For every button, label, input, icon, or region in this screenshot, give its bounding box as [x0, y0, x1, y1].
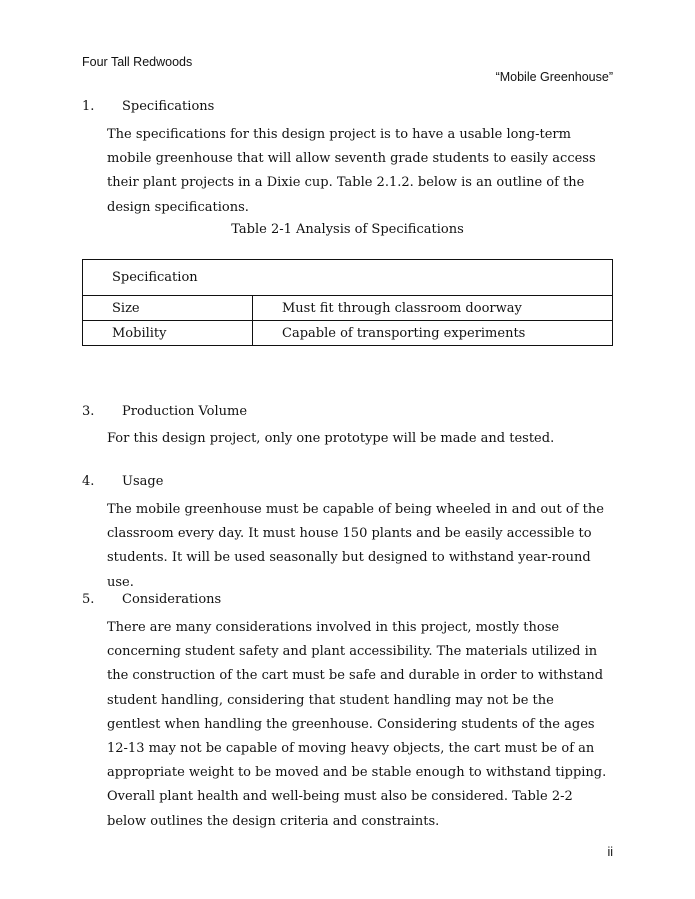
section-number: 1.: [82, 99, 95, 114]
running-header-right: “Mobile Greenhouse”: [495, 70, 613, 84]
section-number: 3.: [82, 404, 95, 419]
section-heading-production-volume: [82, 404, 247, 419]
table-cell-name: Size: [83, 296, 253, 321]
section-heading-usage: [82, 474, 163, 489]
section-title: Usage: [122, 474, 164, 489]
production-volume-paragraph: For this design project, only one prototype will be made and tested.: [107, 431, 555, 446]
page-number: ii: [607, 845, 613, 859]
table-row: [83, 321, 613, 346]
specifications-table: [82, 259, 613, 346]
table-cell-value: Must fit through classroom doorway: [253, 296, 613, 321]
section-title: Production Volume: [122, 404, 248, 419]
section-heading-specifications: [82, 99, 214, 114]
table-header-cell: Specification: [83, 260, 613, 296]
table-cell-name: Mobility: [83, 321, 253, 346]
considerations-paragraph: There are many considerations involved in this project, mostly those concerning student safety and plant accessibility. The materials utilized in the construction of the cart must be safe and durable in order to withstand student handling, considering that student handling may not be the gentlest when handling the greenhouse. Considering students of the ages 12-13 may not be capable of moving heavy objects, the cart must be of an appropriate weight to be moved and be stable enough to withstand tipping. Overall plant health and well-being must also be considered. Table 2-2 below outlines the design criteria and constraints.: [107, 620, 607, 829]
usage-paragraph: The mobile greenhouse must be capable of being wheeled in and out of the classroom every day. It must house 150 plants and be easily accessible to students. It will be used seasonally but designed to withstand year-round use.: [107, 502, 604, 590]
table-header-row: [83, 260, 613, 296]
section-title: Specifications: [122, 99, 215, 114]
table-caption: Table 2-1 Analysis of Specifications: [231, 222, 464, 237]
table-row: [83, 296, 613, 321]
section-number: 5.: [82, 592, 95, 607]
section-title: Considerations: [122, 592, 222, 607]
specifications-paragraph: The specifications for this design project is to have a usable long-term mobile greenhouse that will allow seventh grade students to easily access their plant projects in a Dixie cup. Table 2.1.2. below is an outline of the design specifications.: [107, 127, 596, 215]
table-cell-value: Capable of transporting experiments: [253, 321, 613, 346]
running-header-left: Four Tall Redwoods: [82, 55, 193, 69]
section-heading-considerations: [82, 592, 221, 607]
section-number: 4.: [82, 474, 95, 489]
